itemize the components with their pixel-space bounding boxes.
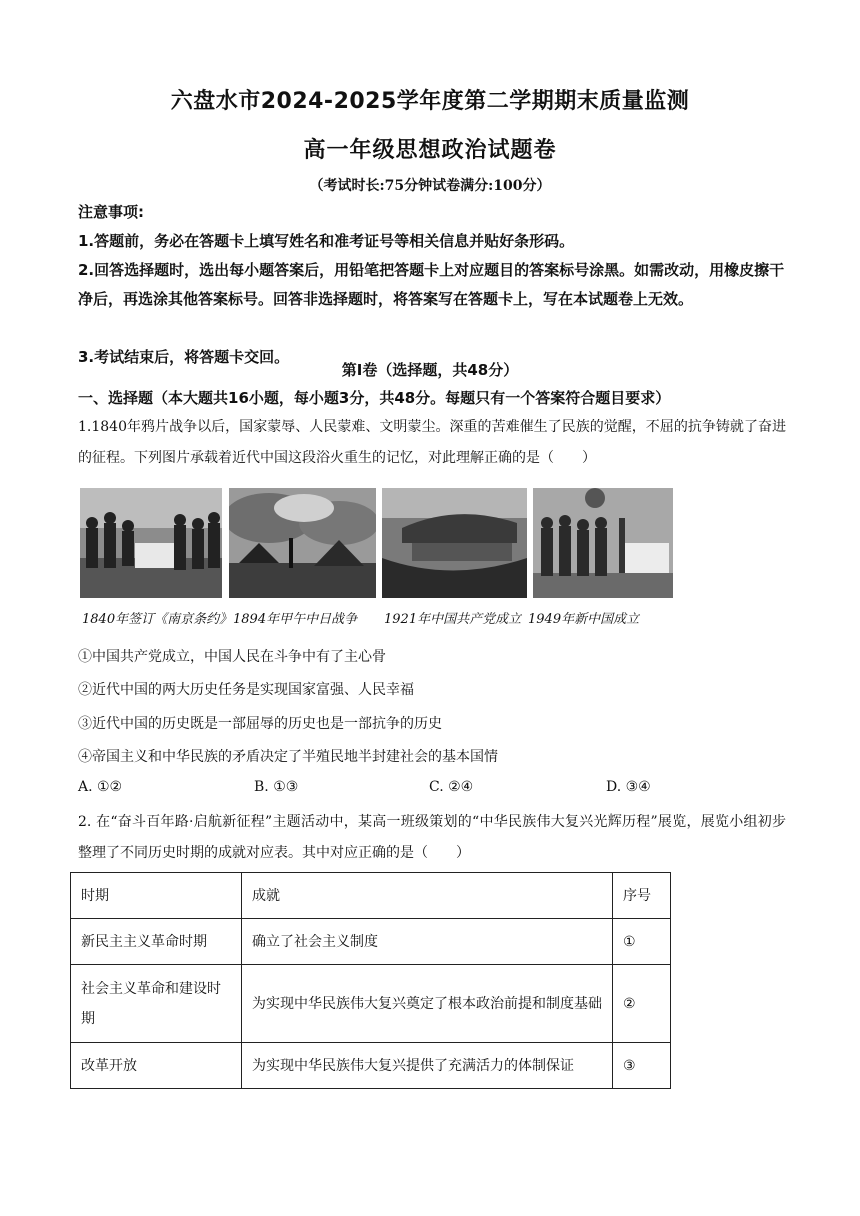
caption-1894: 1894年甲午中日战争 — [233, 612, 358, 627]
table-cell-number: ② — [613, 965, 671, 1043]
table-row — [71, 919, 671, 965]
statement-2: ②近代中国的两大历史任务是实现国家富强、人民幸福 — [78, 682, 414, 698]
exam-duration-info: （考试时长:75分钟试卷满分:100分） — [309, 178, 551, 194]
section-title: 第Ⅰ卷（选择题，共48分） — [341, 361, 519, 379]
option-b: B. ①③ — [254, 779, 299, 795]
caption-1840: 1840年签订《南京条约》 — [82, 612, 233, 627]
notice-item-3: 3.考试结束后，将答题卡交回。 — [78, 348, 290, 366]
table-cell-number: ① — [613, 919, 671, 965]
exam-subject-title: 高一年级思想政治试题卷 — [303, 138, 557, 163]
table-cell-achievement: 确立了社会主义制度 — [242, 919, 613, 965]
notice-heading: 注意事项: — [78, 203, 144, 221]
table-header-number: 序号 — [613, 873, 671, 919]
question-1-stem: 1.1840年鸦片战争以后，国家蒙辱、人民蒙难、文明蒙尘。深重的苦难催生了民族的觉醒，不屈的抗争铸就了奋进的征程。下列图片承载着近代中国这段浴火重生的记忆，对此理解正确的是（ ） — [78, 419, 786, 466]
part-title: 一、选择题（本大题共16小题，每小题3分，共48分。每题只有一个答案符合题目要求） — [78, 389, 671, 407]
caption-1921: 1921年中国共产党成立 — [384, 612, 522, 627]
exam-title: 六盘水市2024-2025学年度第二学期期末质量监测 — [170, 89, 690, 114]
table-row — [71, 1043, 671, 1089]
table-header-achievement: 成就 — [242, 873, 613, 919]
caption-1949: 1949年新中国成立 — [528, 612, 640, 627]
table-header-row — [71, 873, 671, 919]
option-d: D. ③④ — [606, 779, 651, 795]
statement-3: ③近代中国的历史既是一部屈辱的历史也是一部抗争的历史 — [78, 716, 442, 732]
photo-treaty-of-nanking — [80, 488, 222, 598]
table-header-period: 时期 — [71, 873, 242, 919]
table-cell-period: 社会主义革命和建设时期 — [71, 965, 242, 1043]
table-cell-number: ③ — [613, 1043, 671, 1089]
notice-item-1: 1.答题前，务必在答题卡上填写姓名和准考证号等相关信息并贴好条形码。 — [78, 232, 575, 250]
option-c: C. ②④ — [429, 779, 474, 795]
table-cell-achievement: 为实现中华民族伟大复兴奠定了根本政治前提和制度基础 — [242, 965, 613, 1043]
option-a: A. ①② — [78, 779, 123, 795]
question-2-stem: 2. 在“奋斗百年路·启航新征程”主题活动中，某高一班级策划的“中华民族伟大复兴光辉历程”展览，展览小组初步整理了不同历史时期的成就对应表。其中对应正确的是（ ） — [78, 814, 786, 861]
table-cell-period: 新民主主义革命时期 — [71, 919, 242, 965]
photo-sino-japanese-war — [229, 488, 376, 598]
photo-founding-of-prc — [533, 488, 673, 598]
statement-4: ④帝国主义和中华民族的矛盾决定了半殖民地半封建社会的基本国情 — [78, 749, 498, 765]
table-cell-achievement: 为实现中华民族伟大复兴提供了充满活力的体制保证 — [242, 1043, 613, 1089]
photo-cpc-founding-boat — [382, 488, 527, 598]
table-cell-period: 改革开放 — [71, 1043, 242, 1089]
table-row — [71, 965, 671, 1043]
notice-item-2: 2.回答选择题时，选出每小题答案后，用铅笔把答题卡上对应题目的答案标号涂黑。如需改动，用橡皮擦干净后，再选涂其他答案标号。回答非选择题时，将答案写在答题卡上，写在本试题卷上无效。 — [78, 261, 785, 308]
statement-1: ①中国共产党成立，中国人民在斗争中有了主心骨 — [78, 649, 386, 665]
achievements-table — [70, 872, 671, 1089]
